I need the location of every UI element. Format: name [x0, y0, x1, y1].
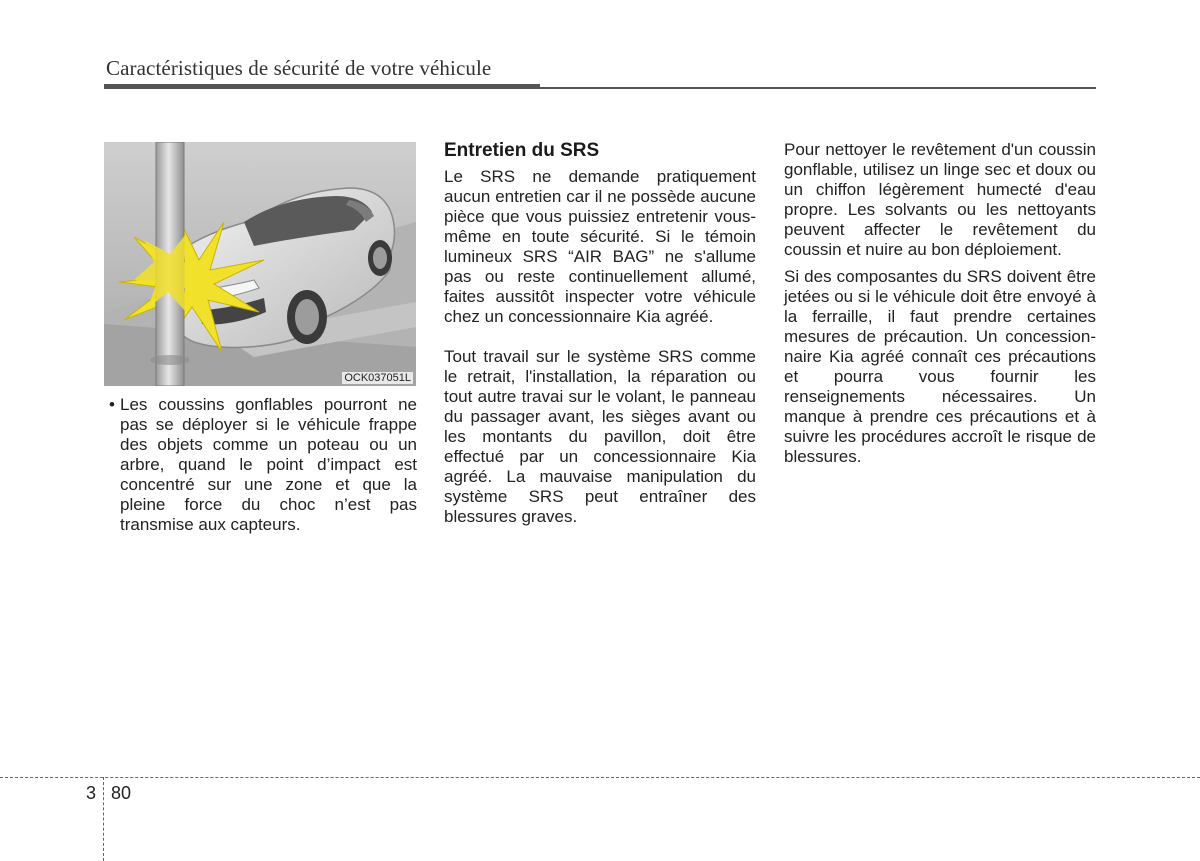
paragraph: Si des composantes du SRS doivent être jetées ou si le véhicule doit être envoyé à la ferraille, il faut prendre certaines mesures de précaution. Un concession-naire Kia agréé connaît ces précautions et pourra vous fournir les renseignements nécessaires. Un manque à prendre ces précautions et à suivre les procédures accroît le risque de blessures.: [784, 267, 1096, 466]
bullet-text: Les coussins gonflables pourront ne pas se déployer si le véhicule frappe des objets comme un poteau ou un arbre, quand le point d’impact est concentré sur une zone et que la pleine force du choc n’est pas transmise aux capteurs.: [120, 395, 417, 534]
car-hitting-pole-drawing: [104, 142, 416, 386]
footer-divider-horizontal: [0, 777, 1200, 778]
right-column: [784, 140, 1096, 474]
section-heading: Entretien du SRS: [444, 140, 600, 161]
bullet-mark: •: [109, 395, 115, 414]
page-number: 80: [111, 783, 132, 803]
header-rule-thin: [540, 87, 1096, 89]
header-rule-thick: [104, 84, 540, 89]
footer-divider-vertical: [103, 777, 104, 861]
middle-column: [444, 140, 756, 547]
car-impact-illustration: [104, 142, 416, 386]
bullet-item: [104, 395, 417, 535]
page-header-title: Caractéristiques de sécurité de votre véhicule: [106, 56, 492, 80]
paragraph: Pour nettoyer le revêtement d'un coussin gonflable, utilisez un linge sec et doux ou un chiffon légèrement humecté d'eau propre. Les solvants ou les nettoyants peuvent affecter le revêtement du coussin et nuire au bon déploiement.: [784, 140, 1096, 259]
paragraph: Le SRS ne demande pratiquement aucun entretien car il ne possède aucune pièce que vous puissiez entretenir vous-même en toute sécurité. Si le témoin lumineux SRS “AIR BAG” ne s'allume pas ou reste continuellement allumé, faites aussitôt inspecter votre véhicule chez un concessionnaire Kia agréé.: [444, 167, 756, 326]
page-chapter-number: 3: [86, 783, 97, 803]
figure-code-label: OCK037051L: [344, 372, 411, 384]
paragraph: Tout travail sur le système SRS comme le retrait, l'installation, la réparation ou tout autre travai sur le volant, le panneau du passager avant, les sièges avant ou les montants du pavillon, doit être effectué par un concessionnaire Kia agréé. La mauvaise manipulation du système SRS peut entraîner des blessures graves.: [444, 347, 756, 526]
